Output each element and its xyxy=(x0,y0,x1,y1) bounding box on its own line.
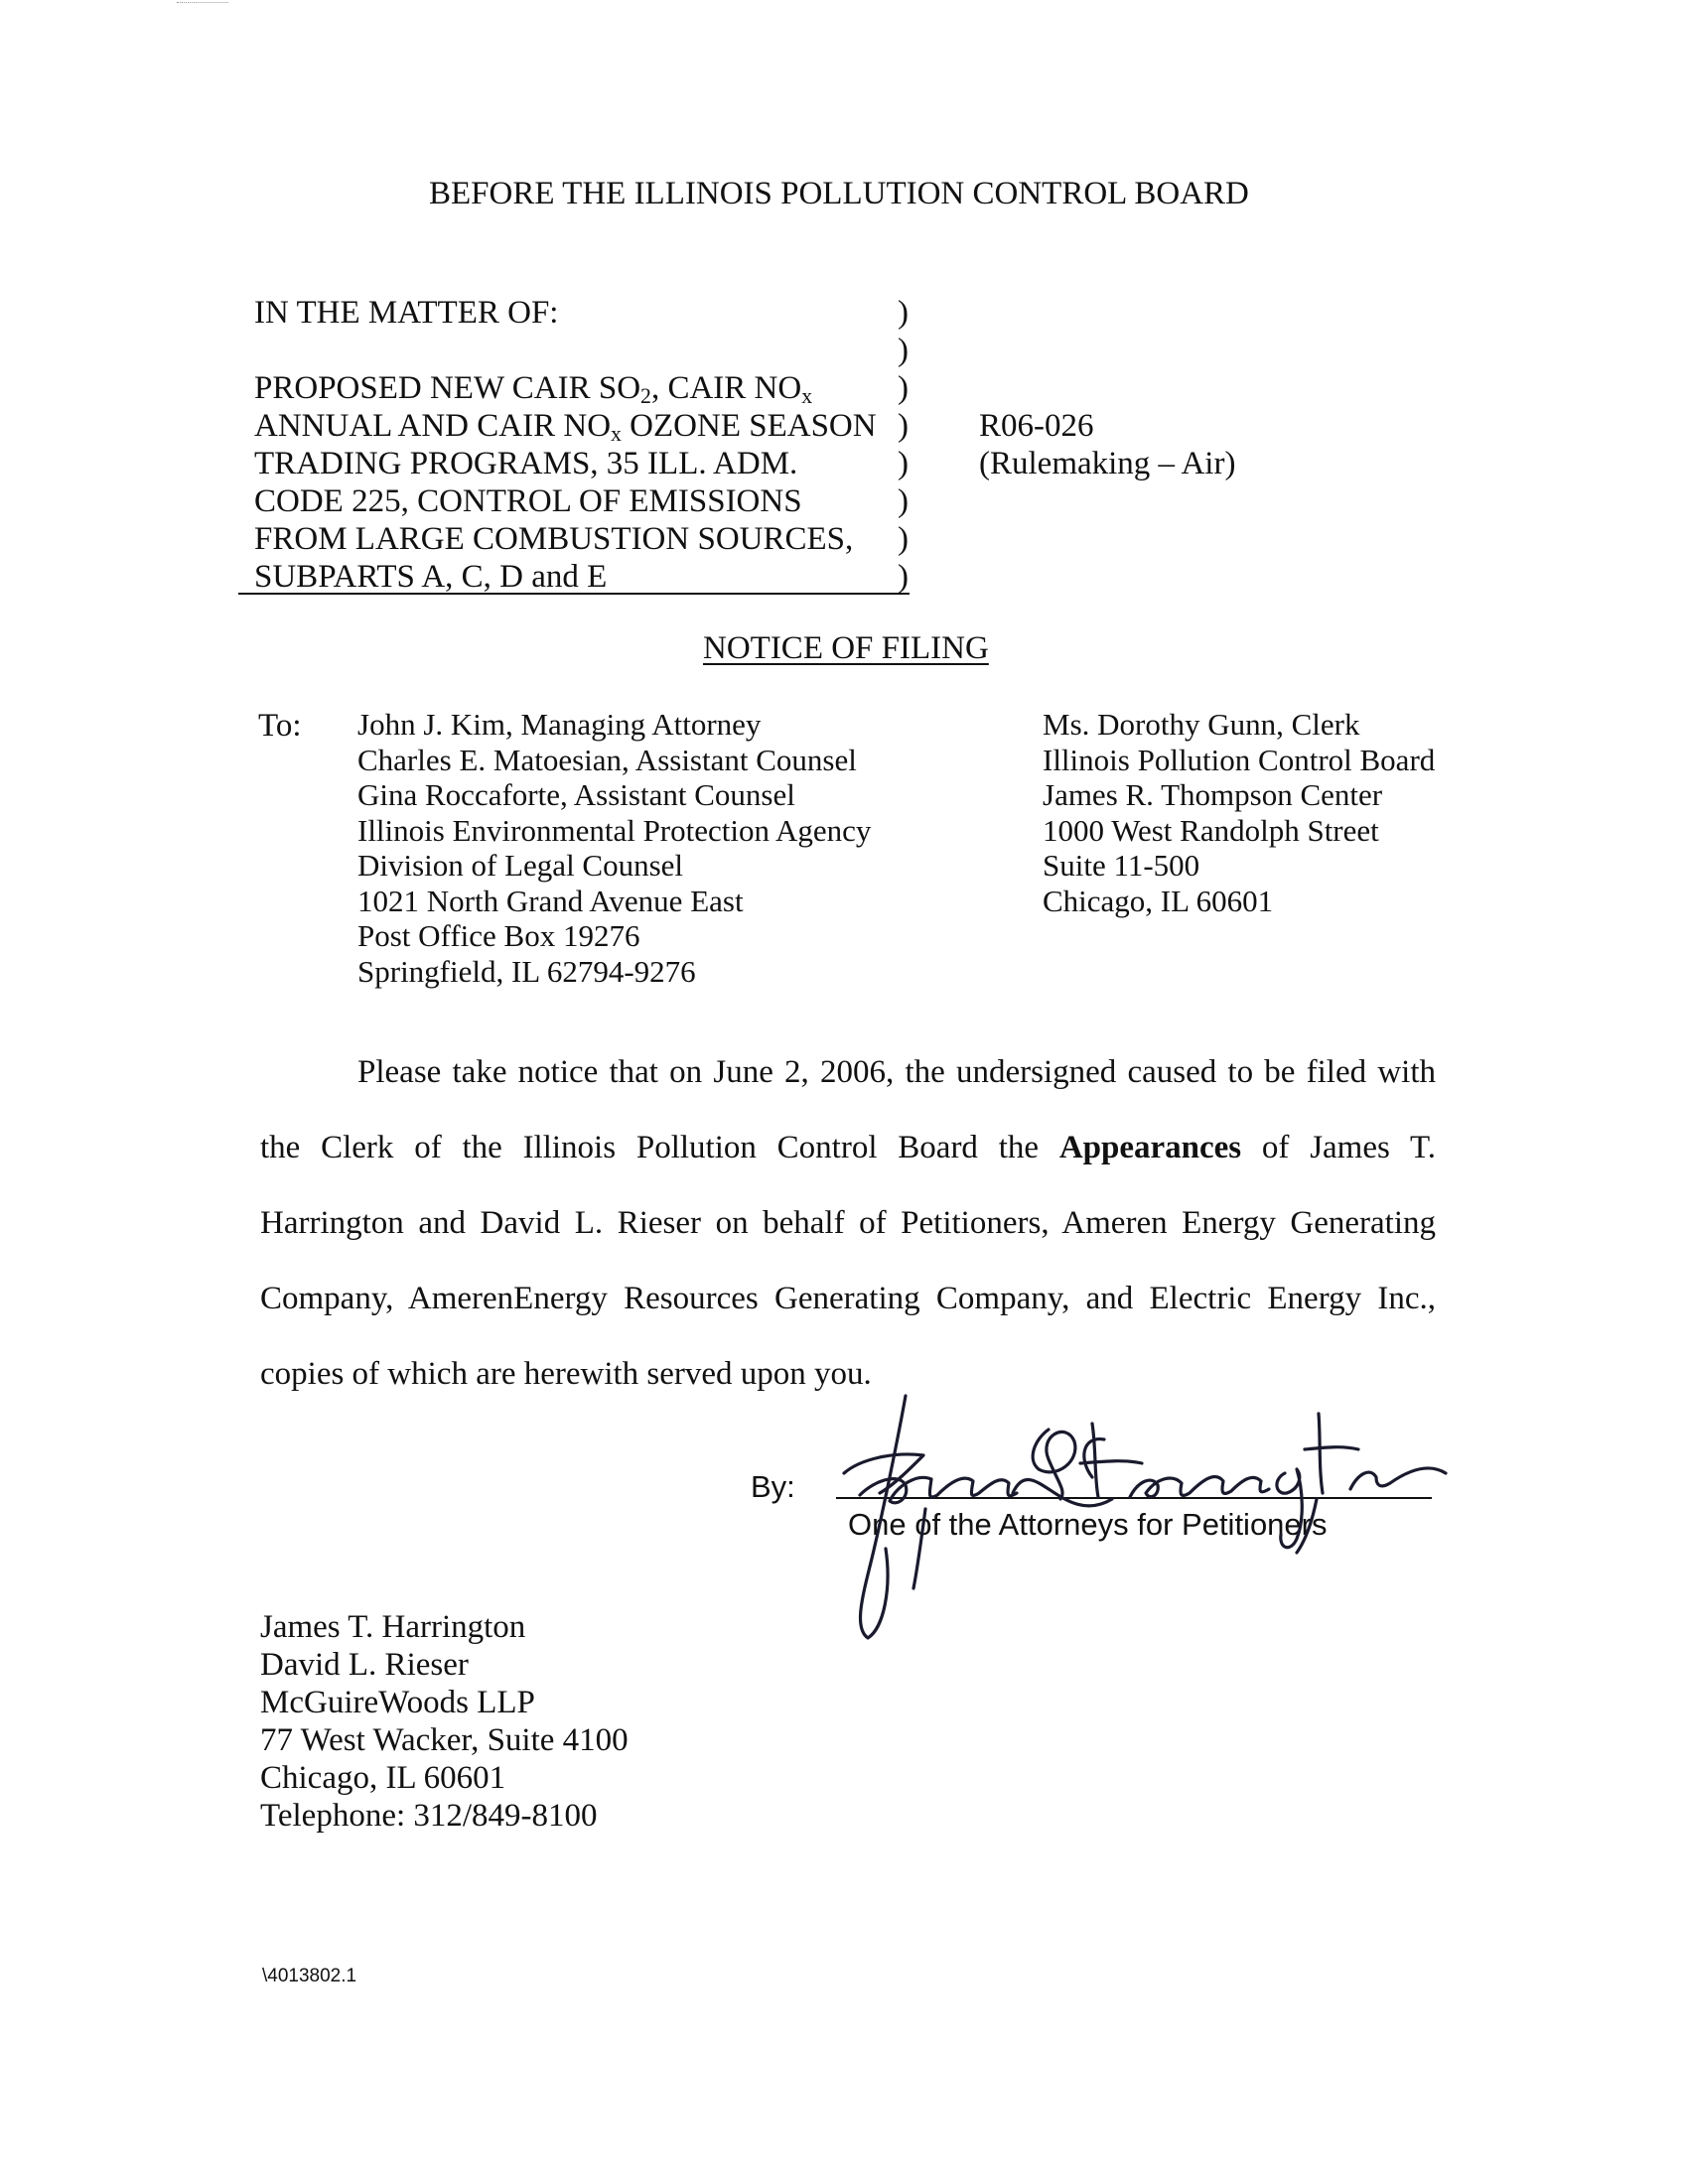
document-id: \4013802.1 xyxy=(262,1966,357,1986)
address-line: 1000 West Randolph Street xyxy=(1043,812,1379,848)
firm-block xyxy=(260,1608,629,1835)
firm-line: 77 West Wacker, Suite 4100 xyxy=(260,1722,629,1758)
signature-stroke xyxy=(1277,1469,1302,1548)
paren: ) xyxy=(898,559,909,595)
firm-line: McGuireWoods LLP xyxy=(260,1685,535,1720)
body-line: copies of which are herewith served upon you. xyxy=(260,1356,872,1392)
case-type: (Rulemaking – Air) xyxy=(979,446,1236,481)
address-line: Suite 11-500 xyxy=(1043,848,1200,883)
case-number: R06-026 xyxy=(979,408,1094,444)
paren: ) xyxy=(898,295,909,331)
firm-line: James T. Harrington xyxy=(260,1609,526,1645)
handwritten-signature xyxy=(814,1390,1450,1648)
by-label: By: xyxy=(751,1469,795,1504)
notice-title: NOTICE OF FILING xyxy=(703,630,989,666)
body-line: Harrington and David L. Rieser on behalf of Petitioners, Ameren Energy Generating xyxy=(260,1205,1436,1241)
address-line: Post Office Box 19276 xyxy=(357,918,640,953)
address-line: John J. Kim, Managing Attorney xyxy=(357,707,762,742)
address-line: Charles E. Matoesian, Assistant Counsel xyxy=(357,742,857,777)
signature-stroke xyxy=(1033,1430,1075,1499)
caption-underline xyxy=(238,593,910,595)
paren: ) xyxy=(898,483,909,519)
firm-line: Telephone: 312/849-8100 xyxy=(260,1798,598,1834)
address-line: Chicago, IL 60601 xyxy=(1043,883,1274,918)
address-line: Illinois Environmental Protection Agency xyxy=(357,812,872,848)
recipient-left-block xyxy=(357,707,871,989)
page-title: BEFORE THE ILLINOIS POLLUTION CONTROL BOARD xyxy=(429,176,1249,211)
paren: ) xyxy=(898,408,909,444)
firm-line: David L. Rieser xyxy=(260,1647,469,1683)
signature-stroke xyxy=(1305,1414,1358,1493)
recipient-right-block xyxy=(1043,707,1435,918)
caption-line: ANNUAL AND CAIR $NO_x$ OZONE SEASON xyxy=(254,408,877,446)
signature-stroke xyxy=(860,1396,906,1638)
address-line: Springfield, IL 62794-9276 xyxy=(357,953,696,989)
appearances-bold: Appearances xyxy=(1058,1130,1242,1165)
body-line: Company, AmerenEnergy Resources Generating Company, and Electric Energy Inc., xyxy=(260,1281,1436,1316)
signature-stroke xyxy=(913,1509,925,1588)
paren: ) xyxy=(898,370,909,406)
caption-line: PROPOSED NEW CAIR $SO_2$, CAIR $NO_x$ xyxy=(254,370,813,408)
caption-line: SUBPARTS A, C, D and E xyxy=(254,559,608,595)
body-line: the Clerk of the Illinois Pollution Control Board the Appearances of James T. xyxy=(260,1130,1436,1165)
signature-caption: One of the Attorneys for Petitioners xyxy=(848,1507,1328,1542)
address-line: Division of Legal Counsel xyxy=(357,848,684,883)
paren: ) xyxy=(898,333,909,368)
signature-stroke xyxy=(1130,1477,1269,1497)
matter-label: IN THE MATTER OF: xyxy=(254,295,559,331)
scan-artifact xyxy=(177,2,228,3)
address-line: Gina Roccaforte, Assistant Counsel xyxy=(357,777,795,812)
caption-line: FROM LARGE COMBUSTION SOURCES, xyxy=(254,521,854,557)
caption-line: TRADING PROGRAMS, 35 ILL. ADM. xyxy=(254,446,798,481)
caption-line: CODE 225, CONTROL OF EMISSIONS xyxy=(254,483,802,519)
to-label: To: xyxy=(258,708,302,744)
caption-title-block xyxy=(254,369,877,596)
address-line: Illinois Pollution Control Board xyxy=(1043,742,1436,777)
paren: ) xyxy=(898,446,909,481)
address-line: James R. Thompson Center xyxy=(1043,777,1383,812)
firm-line: Chicago, IL 60601 xyxy=(260,1760,506,1796)
address-line: Ms. Dorothy Gunn, Clerk xyxy=(1043,707,1360,742)
signature-stroke xyxy=(1350,1468,1446,1489)
address-line: 1021 North Grand Avenue East xyxy=(357,883,744,918)
signature-stroke xyxy=(1080,1424,1142,1497)
caption-parentheses xyxy=(898,294,909,596)
body-line: Please take notice that on June 2, 2006, the undersigned caused to be filed with xyxy=(357,1054,1436,1090)
signature-stroke xyxy=(844,1454,923,1493)
paren: ) xyxy=(898,521,909,557)
